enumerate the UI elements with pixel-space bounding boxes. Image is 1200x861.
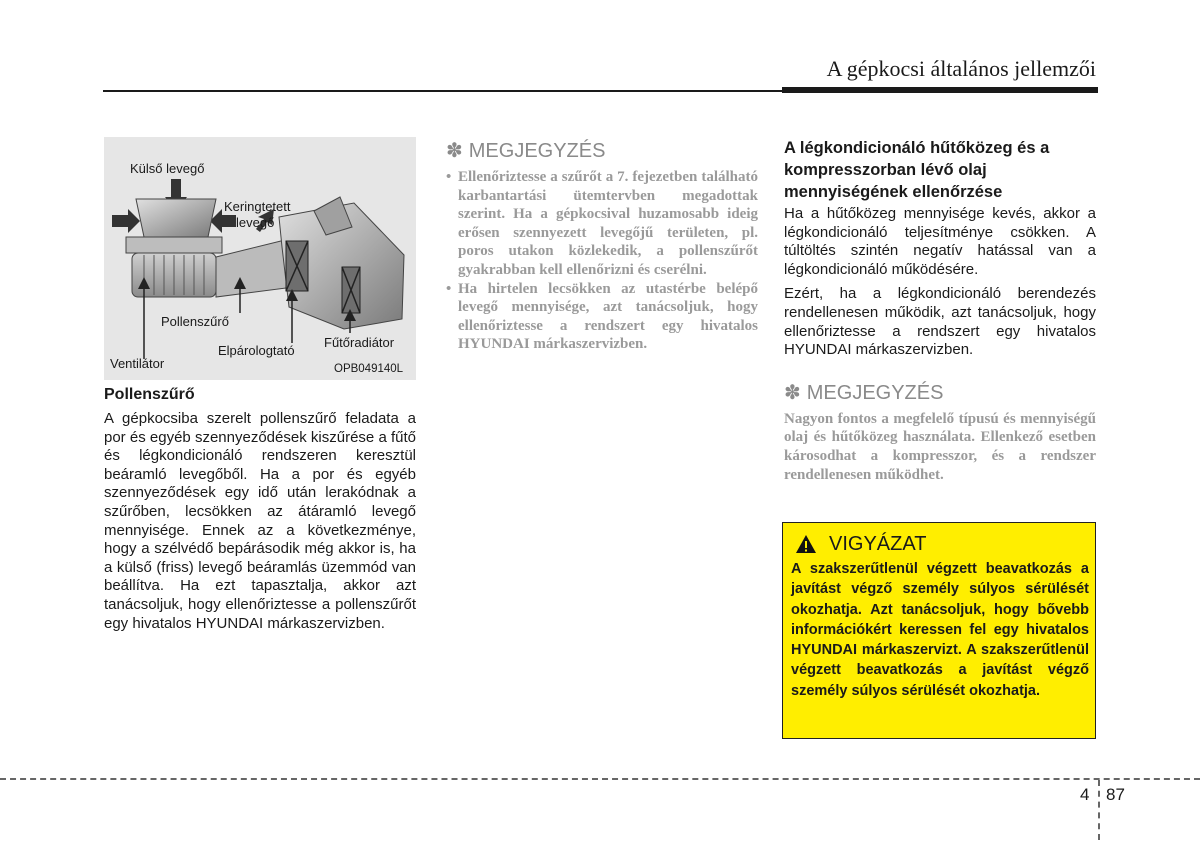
- pollen-filter-section: [104, 384, 416, 633]
- warning-triangle-icon: [795, 534, 817, 554]
- pollen-filter-body: A gépkocsiba szerelt pollenszűrő feladata a por és egyéb szennyeződések kiszűrése a fűtő és légkondicionáló rendszeren keresztül beáramló levegőből. Ha a por és egyéb szennyeződések egy idő után lerakódnak a szűrőben, lecsökken az átáramló levegő mennyisége. Ennek az a következménye, hogy a szélvédő bepárásodik még akkor is, ha a külső (friss) levegő beáramlás üzemmód van beállítva. Ha ezt tapasztalja, akkor azt tanácsoljuk, hogy ellenőriztesse a pollenszűrőt egy hivatalos HYUNDAI márkaszervizben.: [104, 410, 416, 632]
- note-title: MEGJEGYZÉS: [468, 140, 606, 162]
- air-filter-diagram: [104, 137, 416, 380]
- note-star-icon: ✽: [446, 140, 463, 162]
- refrigerant-para-2: Ezért, ha a légkondicionáló berendezés rendellenesen működik, azt tanácsoljuk, hogy ellenőriztesse a rendszert egy hivatalos HYUNDAI márkaszervizben.: [784, 285, 1096, 359]
- note-heading-2: [784, 380, 1096, 406]
- header-rule-accent: [782, 87, 1098, 93]
- pollen-filter-heading: Pollenszűrő: [104, 386, 195, 403]
- note-section-1: [446, 138, 758, 354]
- refrigerant-para-1: Ha a hűtőközeg mennyisége kevés, akkor a légkondicionáló teljesítménye csökken. A túltöltés szintén negatív hatással van a légkondicionáló működésére.: [784, 205, 1096, 278]
- refrigerant-heading: A légkondicionáló hűtőközeg és a kompresszorban lévő olaj mennyiségének ellenőrzése: [784, 139, 1050, 201]
- page-number: 87: [1106, 785, 1125, 804]
- label-outside-air: Külső levegő: [130, 161, 205, 176]
- note-star-icon: ✽: [784, 381, 801, 404]
- note-heading-1: [446, 138, 758, 164]
- header-rule: [103, 90, 783, 92]
- footer-divider: [0, 778, 1200, 780]
- note-text: Nagyon fontos a megfelelő típusú és mennyiségű olaj és hűtőközeg használata. Ellenkező esetben károsodhat a kompresszor, és a rendszer rendellenesen működhet.: [784, 410, 1096, 483]
- note-item: • Ha hirtelen lecsökken az utastérbe belépő levegő mennyisége, azt tanácsoljuk, hogy ellenőriztesse a rendszert egy hivatalos HYUNDAI márkaszervizben.: [446, 280, 758, 354]
- page-header-title: A gépkocsi általános jellemzői: [826, 56, 1096, 81]
- note-list: [446, 168, 758, 354]
- label-heater-core: Fűtőradiátor: [324, 335, 395, 350]
- chapter-number: 4: [1080, 785, 1090, 804]
- warning-body: A szakszerűtlenül végzett beavatkozás a javítást végző személy súlyos sérülését okozhatja. Azt tanácsoljuk, hogy bővebb információkért keressen fel egy hivatalos HYUNDAI márkaszervizt. A szakszerűtlenül végzett beavatkozás a javítást végző személy súlyos sérülését okozhatja.: [791, 561, 1089, 699]
- footer-vertical-divider: [1098, 780, 1100, 840]
- warning-title: VIGYÁZAT: [829, 533, 927, 555]
- note-item: • Ellenőriztesse a szűrőt a 7. fejezetben található karbantartási ütemtervben megadottak szerint. Ha a gépkocsival huzamosabb ideig erősen szennyezett levegőjű területen, pl. poros utakon közlekedik, a pollenszűrőt gyakrabban kell ellenőrizni és cserélni.: [446, 168, 758, 280]
- label-pollen-filter: Pollenszűrő: [161, 314, 229, 329]
- label-recirculated-air-2: levegő: [236, 215, 275, 230]
- note-section-2: [784, 380, 1096, 484]
- label-fan: Ventilátor: [110, 356, 165, 371]
- label-recirculated-air-1: Keringtetett: [224, 199, 291, 214]
- note-title: MEGJEGYZÉS: [806, 381, 944, 404]
- figure-code: OPB049140L: [334, 363, 404, 375]
- label-evaporator: Elpárologtató: [218, 343, 295, 358]
- warning-box: [782, 522, 1096, 739]
- refrigerant-section: [784, 137, 1096, 484]
- warning-heading: [795, 531, 926, 557]
